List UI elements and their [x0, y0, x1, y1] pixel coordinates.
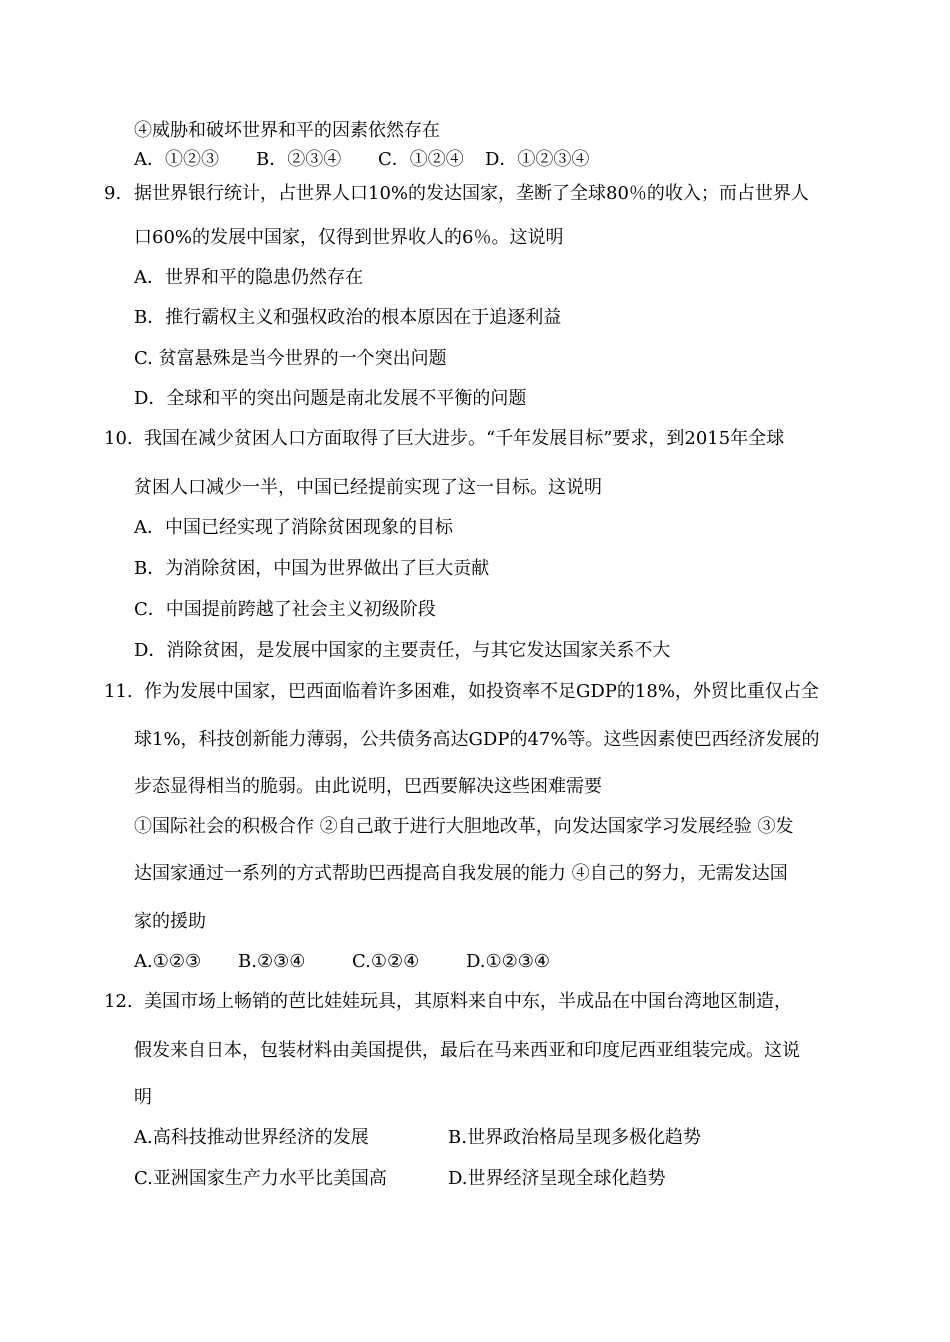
q10-option-a: A．中国已经实现了消除贫困现象的目标	[134, 517, 453, 538]
q10-stem-line-1: 我国在减少贫困人口方面取得了巨大进步。“千年发展目标”要求，到2015年全球	[144, 428, 785, 449]
q12-stem-line-2: 假发来自日本，包装材料由美国提供，最后在马来西亚和印度尼西亚组装完成。这说	[134, 1040, 800, 1061]
q11-number: 11.	[104, 681, 133, 702]
q12-option-a: A.高科技推动世界经济的发展	[134, 1127, 369, 1148]
q11-stem-line-1: 作为发展中国家，巴西面临着许多困难，如投资率不足GDP的18%，外贸比重仅占全	[144, 681, 819, 702]
q11-statements-line-1: ①国际社会的积极合作 ②自己敢于进行大胆地改革，向发达国家学习发展经验 ③发	[134, 816, 794, 837]
q10-option-c: C．中国提前跨越了社会主义初级阶段	[134, 599, 436, 620]
q11-option-d: D.①②③④	[466, 951, 551, 972]
q12-options-row-2	[0, 1167, 950, 1191]
q9-option-c: C. 贫富悬殊是当今世界的一个突出问题	[134, 348, 447, 369]
q11-stem-line-2: 球1%，科技创新能力薄弱，公共债务高达GDP的47%等。这些因素使巴西经济发展的	[134, 729, 820, 750]
q12-stem-line-1: 美国市场上畅销的芭比娃娃玩具，其原料来自中东，半成品在中国台湾地区制造，	[144, 991, 792, 1012]
q10-option-d: D．消除贫困，是发展中国家的主要责任，与其它发达国家关系不大	[134, 640, 671, 661]
q11-options	[0, 950, 950, 974]
q8-options	[0, 148, 950, 172]
q10-stem-line-2: 贫困人口减少一半，中国已经提前实现了这一目标。这说明	[134, 477, 602, 498]
q9-stem-line-1: 据世界银行统计，占世界人口10%的发达国家，垄断了全球80％的收入；而占世界人	[134, 183, 809, 204]
q12-option-d: D.世界经济呈现全球化趋势	[448, 1168, 666, 1189]
q12-number: 12.	[104, 991, 133, 1012]
q9-option-a: A．世界和平的隐患仍然存在	[134, 267, 363, 288]
q9-option-d: D．全球和平的突出问题是南北发展不平衡的问题	[134, 388, 527, 409]
q12-options-row-1	[0, 1126, 950, 1150]
q11-statements-line-2: 达国家通过一系列的方式帮助巴西提高自我发展的能力 ④自己的努力，无需发达国	[134, 863, 788, 884]
q8-statement-4: ④威胁和破坏世界和平的因素依然存在	[134, 120, 440, 141]
q11-stem-line-3: 步态显得相当的脆弱。由此说明，巴西要解决这些困难需要	[134, 776, 602, 797]
q10-option-b: B．为消除贫困，中国为世界做出了巨大贡献	[134, 558, 490, 579]
q10-number: 10.	[104, 428, 133, 449]
q9-number: 9.	[104, 183, 122, 204]
q11-statements-line-3: 家的援助	[134, 911, 206, 932]
q11-option-b: B.②③④	[238, 951, 306, 972]
q11-option-a: A.①②③	[134, 951, 202, 972]
q8-option-c: C．①②④	[378, 149, 464, 170]
q12-option-c: C.亚洲国家生产力水平比美国高	[134, 1168, 387, 1189]
q8-option-a: A．①②③	[134, 149, 219, 170]
q8-option-d: D．①②③④	[485, 149, 590, 170]
q8-option-b: B．②③④	[256, 149, 342, 170]
q11-option-c: C.①②④	[352, 951, 420, 972]
q12-stem-line-3: 明	[134, 1087, 152, 1108]
q12-option-b: B.世界政治格局呈现多极化趋势	[448, 1127, 701, 1148]
q9-stem-line-2: 口60%的发展中国家，仅得到世界收人的6％。这说明	[134, 227, 564, 248]
q9-option-b: B．推行霸权主义和强权政治的根本原因在于追逐利益	[134, 307, 562, 328]
